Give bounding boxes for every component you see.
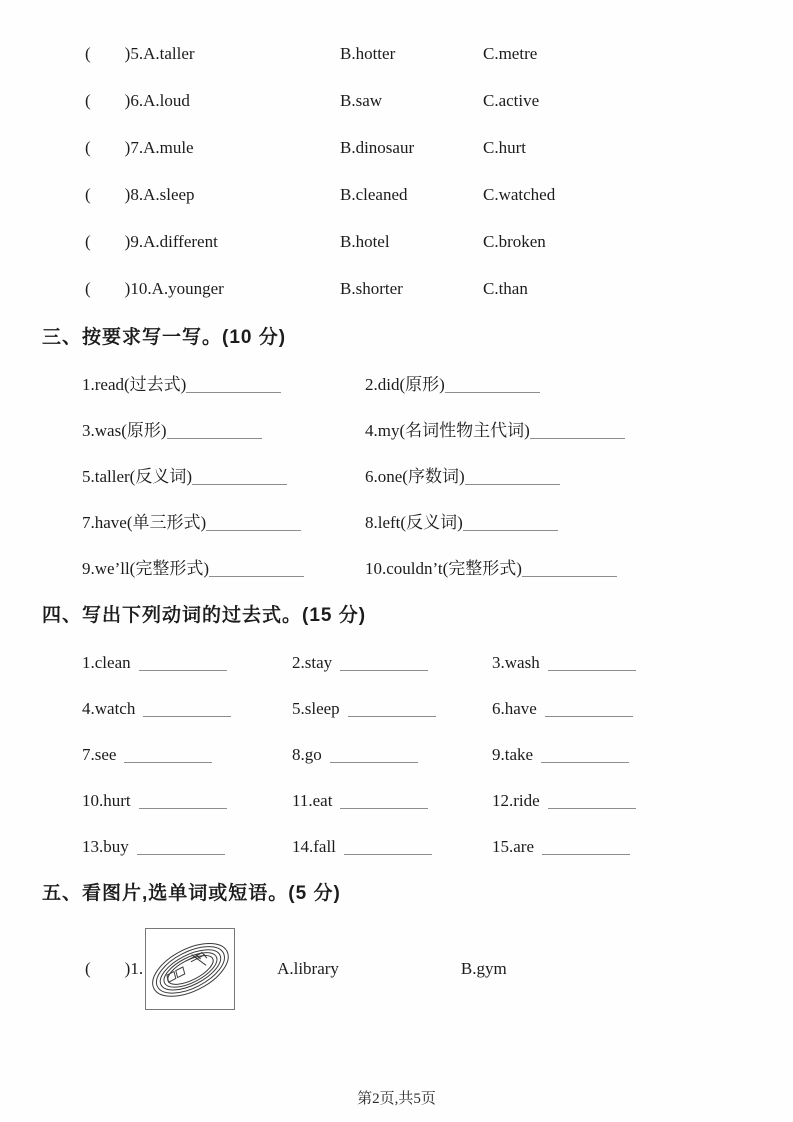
option-c: C.watched xyxy=(483,185,556,204)
option-b: B.cleaned xyxy=(340,185,408,204)
picture-question-row xyxy=(85,928,793,1010)
answer-blank xyxy=(206,517,301,531)
fill-item xyxy=(82,653,292,673)
answer-blank xyxy=(542,841,630,855)
fill-label: 7.see xyxy=(82,745,117,764)
fill-label: 7.have(单三形式) xyxy=(82,513,207,532)
fill-item xyxy=(292,837,492,857)
answer-bracket: ( ) xyxy=(85,959,131,978)
question-number: 9. xyxy=(130,232,144,251)
fill-item xyxy=(365,421,793,441)
answer-blank xyxy=(137,841,225,855)
fill-item xyxy=(492,837,793,857)
fill-item xyxy=(82,421,365,441)
fill-item xyxy=(82,375,365,395)
answer-blank xyxy=(548,657,636,671)
mc-question-row xyxy=(85,185,753,205)
answer-blank xyxy=(124,749,212,763)
fill-row xyxy=(82,699,793,719)
fill-label: 1.clean xyxy=(82,653,131,672)
section-5-heading: 五、看图片,选单词或短语。(5 分) xyxy=(42,883,341,904)
fill-item xyxy=(492,653,793,673)
fill-label: 9.take xyxy=(492,745,534,764)
answer-blank xyxy=(463,517,558,531)
fill-label: 6.have xyxy=(492,699,537,718)
fill-item xyxy=(492,791,793,811)
fill-item xyxy=(82,513,365,533)
option-b: B.hotel xyxy=(340,232,390,251)
fill-row xyxy=(82,513,793,533)
fill-item xyxy=(292,699,492,719)
mc-question-row xyxy=(85,279,753,299)
fill-label: 3.wash xyxy=(492,653,540,672)
option-b: B.hotter xyxy=(340,44,396,63)
section-3-write-as-required xyxy=(0,326,793,579)
mc-question-row xyxy=(85,232,753,252)
fill-row xyxy=(82,375,793,395)
mc-col-a xyxy=(85,185,340,205)
fill-item xyxy=(82,559,365,579)
answer-blank xyxy=(143,703,231,717)
answer-blank xyxy=(548,795,636,809)
answer-blank xyxy=(330,749,418,763)
question-number: 1. xyxy=(130,959,144,978)
mc-question-row xyxy=(85,138,753,158)
option-c: C.metre xyxy=(483,44,538,63)
answer-bracket: ( ) xyxy=(85,232,131,251)
fill-item xyxy=(365,375,793,395)
fill-label: 4.watch xyxy=(82,699,136,718)
answer-blank xyxy=(209,563,304,577)
answer-blank xyxy=(186,379,281,393)
fill-label: 13.buy xyxy=(82,837,129,856)
fill-label: 2.did(原形) xyxy=(365,375,445,394)
answer-bracket: ( ) xyxy=(85,279,131,298)
option-b: B.gym xyxy=(460,959,507,978)
fill-item xyxy=(292,653,492,673)
answer-blank xyxy=(465,471,560,485)
answer-blank xyxy=(348,703,436,717)
fill-label: 15.are xyxy=(492,837,535,856)
fill-label: 10.couldn’t(完整形式) xyxy=(365,559,522,578)
fill-label: 6.one(序数词) xyxy=(365,467,465,486)
answer-blank xyxy=(139,795,227,809)
fill-row xyxy=(82,745,793,765)
fill-row xyxy=(82,837,793,857)
fill-label: 3.was(原形) xyxy=(82,421,167,440)
option-c: C.broken xyxy=(483,232,546,251)
mc-col-a xyxy=(85,44,340,64)
question-number: 8. xyxy=(130,185,144,204)
fill-label: 8.left(反义词) xyxy=(365,513,463,532)
multiple-choice-section xyxy=(0,44,793,299)
question-number: 6. xyxy=(130,91,144,110)
option-a: A.loud xyxy=(143,91,190,110)
mc-col-a xyxy=(85,138,340,158)
page-number-footer: 第2页,共5页 xyxy=(357,1091,436,1107)
answer-bracket: ( ) xyxy=(85,91,131,110)
option-a: A.different xyxy=(143,232,218,251)
option-b: B.shorter xyxy=(340,279,403,298)
fill-item xyxy=(82,467,365,487)
fill-label: 5.taller(反义词) xyxy=(82,467,192,486)
question-number: 10. xyxy=(130,279,152,298)
fill-label: 14.fall xyxy=(292,837,336,856)
answer-bracket: ( ) xyxy=(85,185,131,204)
section-3-heading: 三、按要求写一写。(10 分) xyxy=(42,327,287,348)
fill-row xyxy=(82,791,793,811)
fill-item xyxy=(365,559,793,579)
answer-blank xyxy=(340,657,428,671)
question-number: 7. xyxy=(130,138,144,157)
answer-blank xyxy=(545,703,633,717)
answer-blank xyxy=(522,563,617,577)
option-c: C.than xyxy=(483,279,528,298)
mc-col-a xyxy=(85,91,340,111)
fill-label: 11.eat xyxy=(292,791,333,810)
mc-col-a xyxy=(85,232,340,252)
section-4-past-tense xyxy=(0,604,793,857)
fill-item xyxy=(82,837,292,857)
mc-question-row xyxy=(85,44,753,64)
option-a: A.mule xyxy=(143,138,194,157)
fill-label: 9.we’ll(完整形式) xyxy=(82,559,210,578)
option-a: A.sleep xyxy=(143,185,195,204)
fill-label: 1.read(过去式) xyxy=(82,375,187,394)
fill-row xyxy=(82,421,793,441)
question-number: 5. xyxy=(130,44,144,63)
option-b: B.dinosaur xyxy=(340,138,415,157)
answer-blank xyxy=(139,657,227,671)
answer-blank xyxy=(192,471,287,485)
fill-row xyxy=(82,653,793,673)
option-b: B.saw xyxy=(340,91,383,110)
fill-label: 10.hurt xyxy=(82,791,131,810)
fill-label: 5.sleep xyxy=(292,699,340,718)
answer-blank xyxy=(167,425,262,439)
fill-row xyxy=(82,559,793,579)
answer-blank xyxy=(541,749,629,763)
running-track-image xyxy=(145,928,235,1010)
fill-item xyxy=(492,699,793,719)
answer-bracket: ( ) xyxy=(85,44,131,63)
fill-item xyxy=(82,791,292,811)
mc-question-row xyxy=(85,91,753,111)
fill-label: 12.ride xyxy=(492,791,540,810)
answer-blank xyxy=(445,379,540,393)
answer-blank xyxy=(344,841,432,855)
option-c: C.hurt xyxy=(483,138,526,157)
option-c: C.active xyxy=(483,91,540,110)
option-a: A.library xyxy=(277,959,339,978)
fill-item xyxy=(292,745,492,765)
fill-item xyxy=(292,791,492,811)
mc-col-a xyxy=(85,279,340,299)
fill-item xyxy=(82,699,292,719)
fill-item xyxy=(82,745,292,765)
fill-item xyxy=(492,745,793,765)
fill-label: 4.my(名词性物主代词) xyxy=(365,421,530,440)
answer-bracket: ( ) xyxy=(85,138,131,157)
section-5-picture-choice xyxy=(0,882,793,1010)
fill-label: 2.stay xyxy=(292,653,333,672)
option-a: A.younger xyxy=(151,279,224,298)
fill-row xyxy=(82,467,793,487)
option-a: A.taller xyxy=(143,44,195,63)
answer-blank xyxy=(340,795,428,809)
fill-item xyxy=(365,467,793,487)
answer-blank xyxy=(530,425,625,439)
fill-label: 8.go xyxy=(292,745,322,764)
fill-item xyxy=(365,513,793,533)
section-4-heading: 四、写出下列动词的过去式。(15 分) xyxy=(42,605,367,626)
